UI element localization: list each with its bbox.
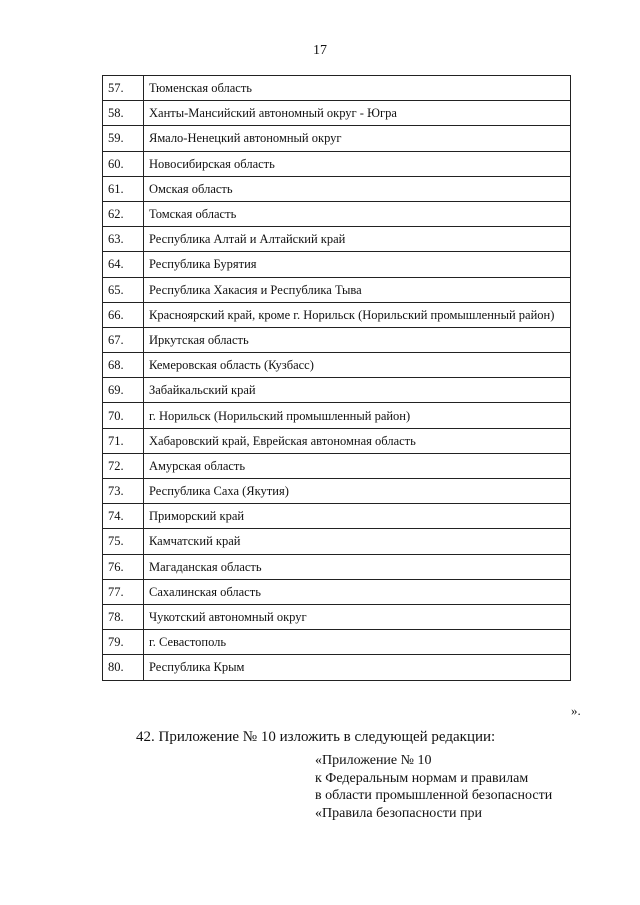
appendix-heading-block <box>315 752 552 822</box>
row-number-cell: 71. <box>103 428 144 453</box>
region-name-cell: Приморский край <box>144 504 571 529</box>
region-name-cell: Республика Крым <box>144 655 571 680</box>
table-row <box>103 151 571 176</box>
row-number-cell: 59. <box>103 126 144 151</box>
appendix-line: «Приложение № 10 <box>315 753 432 768</box>
row-number-cell: 69. <box>103 378 144 403</box>
appendix-line: «Правила безопасности при <box>315 805 482 821</box>
table-row <box>103 126 571 151</box>
region-name-cell: г. Севастополь <box>144 630 571 655</box>
table-row <box>103 302 571 327</box>
table-row <box>103 504 571 529</box>
row-number-cell: 58. <box>103 101 144 126</box>
table-row <box>103 428 571 453</box>
row-number-cell: 64. <box>103 252 144 277</box>
region-name-cell: Новосибирская область <box>144 151 571 176</box>
appendix-line: в области промышленной безопасности <box>315 788 553 803</box>
closing-quote: ». <box>571 703 581 718</box>
row-number-cell: 60. <box>103 151 144 176</box>
table-row <box>103 252 571 277</box>
row-number-cell: 79. <box>103 630 144 655</box>
row-number-cell: 76. <box>103 554 144 579</box>
region-name-cell: Республика Алтай и Алтайский край <box>144 227 571 252</box>
region-name-cell: Красноярский край, кроме г. Норильск (Норильский промышленный район) <box>144 302 571 327</box>
table-row <box>103 353 571 378</box>
region-name-cell: г. Норильск (Норильский промышленный район) <box>144 403 571 428</box>
row-number-cell: 72. <box>103 453 144 478</box>
region-name-cell: Республика Хакасия и Республика Тыва <box>144 277 571 302</box>
table-row <box>103 201 571 226</box>
table-row <box>103 579 571 604</box>
region-name-cell: Сахалинская область <box>144 579 571 604</box>
region-name-cell: Магаданская область <box>144 554 571 579</box>
row-number-cell: 78. <box>103 604 144 629</box>
region-name-cell: Ханты-Мансийский автономный округ - Югра <box>144 101 571 126</box>
table-row <box>103 403 571 428</box>
row-number-cell: 77. <box>103 579 144 604</box>
table-row <box>103 529 571 554</box>
table-row <box>103 604 571 629</box>
page-number: 17 <box>313 43 327 58</box>
region-name-cell: Чукотский автономный округ <box>144 604 571 629</box>
row-number-cell: 74. <box>103 504 144 529</box>
amendment-paragraph: 42. Приложение № 10 изложить в следующей редакции: <box>136 729 496 745</box>
table-row <box>103 378 571 403</box>
row-number-cell: 61. <box>103 176 144 201</box>
region-name-cell: Забайкальский край <box>144 378 571 403</box>
table-row <box>103 227 571 252</box>
region-name-cell: Республика Бурятия <box>144 252 571 277</box>
region-name-cell: Тюменская область <box>144 76 571 101</box>
region-name-cell: Республика Саха (Якутия) <box>144 479 571 504</box>
table-row <box>103 176 571 201</box>
table-row <box>103 554 571 579</box>
row-number-cell: 73. <box>103 479 144 504</box>
row-number-cell: 62. <box>103 201 144 226</box>
table-row <box>103 479 571 504</box>
table-row <box>103 453 571 478</box>
region-name-cell: Ямало-Ненецкий автономный округ <box>144 126 571 151</box>
table-row <box>103 327 571 352</box>
row-number-cell: 66. <box>103 302 144 327</box>
row-number-cell: 65. <box>103 277 144 302</box>
table-row <box>103 76 571 101</box>
table-row <box>103 630 571 655</box>
region-name-cell: Томская область <box>144 201 571 226</box>
row-number-cell: 57. <box>103 76 144 101</box>
appendix-line: к Федеральным нормам и правилам <box>315 770 529 786</box>
region-name-cell: Иркутская область <box>144 327 571 352</box>
region-name-cell: Кемеровская область (Кузбасс) <box>144 353 571 378</box>
region-name-cell: Камчатский край <box>144 529 571 554</box>
row-number-cell: 70. <box>103 403 144 428</box>
regions-table-body <box>103 76 571 681</box>
row-number-cell: 68. <box>103 353 144 378</box>
row-number-cell: 63. <box>103 227 144 252</box>
row-number-cell: 80. <box>103 655 144 680</box>
region-name-cell: Омская область <box>144 176 571 201</box>
table-row <box>103 655 571 680</box>
row-number-cell: 67. <box>103 327 144 352</box>
row-number-cell: 75. <box>103 529 144 554</box>
table-row <box>103 277 571 302</box>
table-row <box>103 101 571 126</box>
regions-table <box>102 75 571 681</box>
region-name-cell: Амурская область <box>144 453 571 478</box>
region-name-cell: Хабаровский край, Еврейская автономная область <box>144 428 571 453</box>
